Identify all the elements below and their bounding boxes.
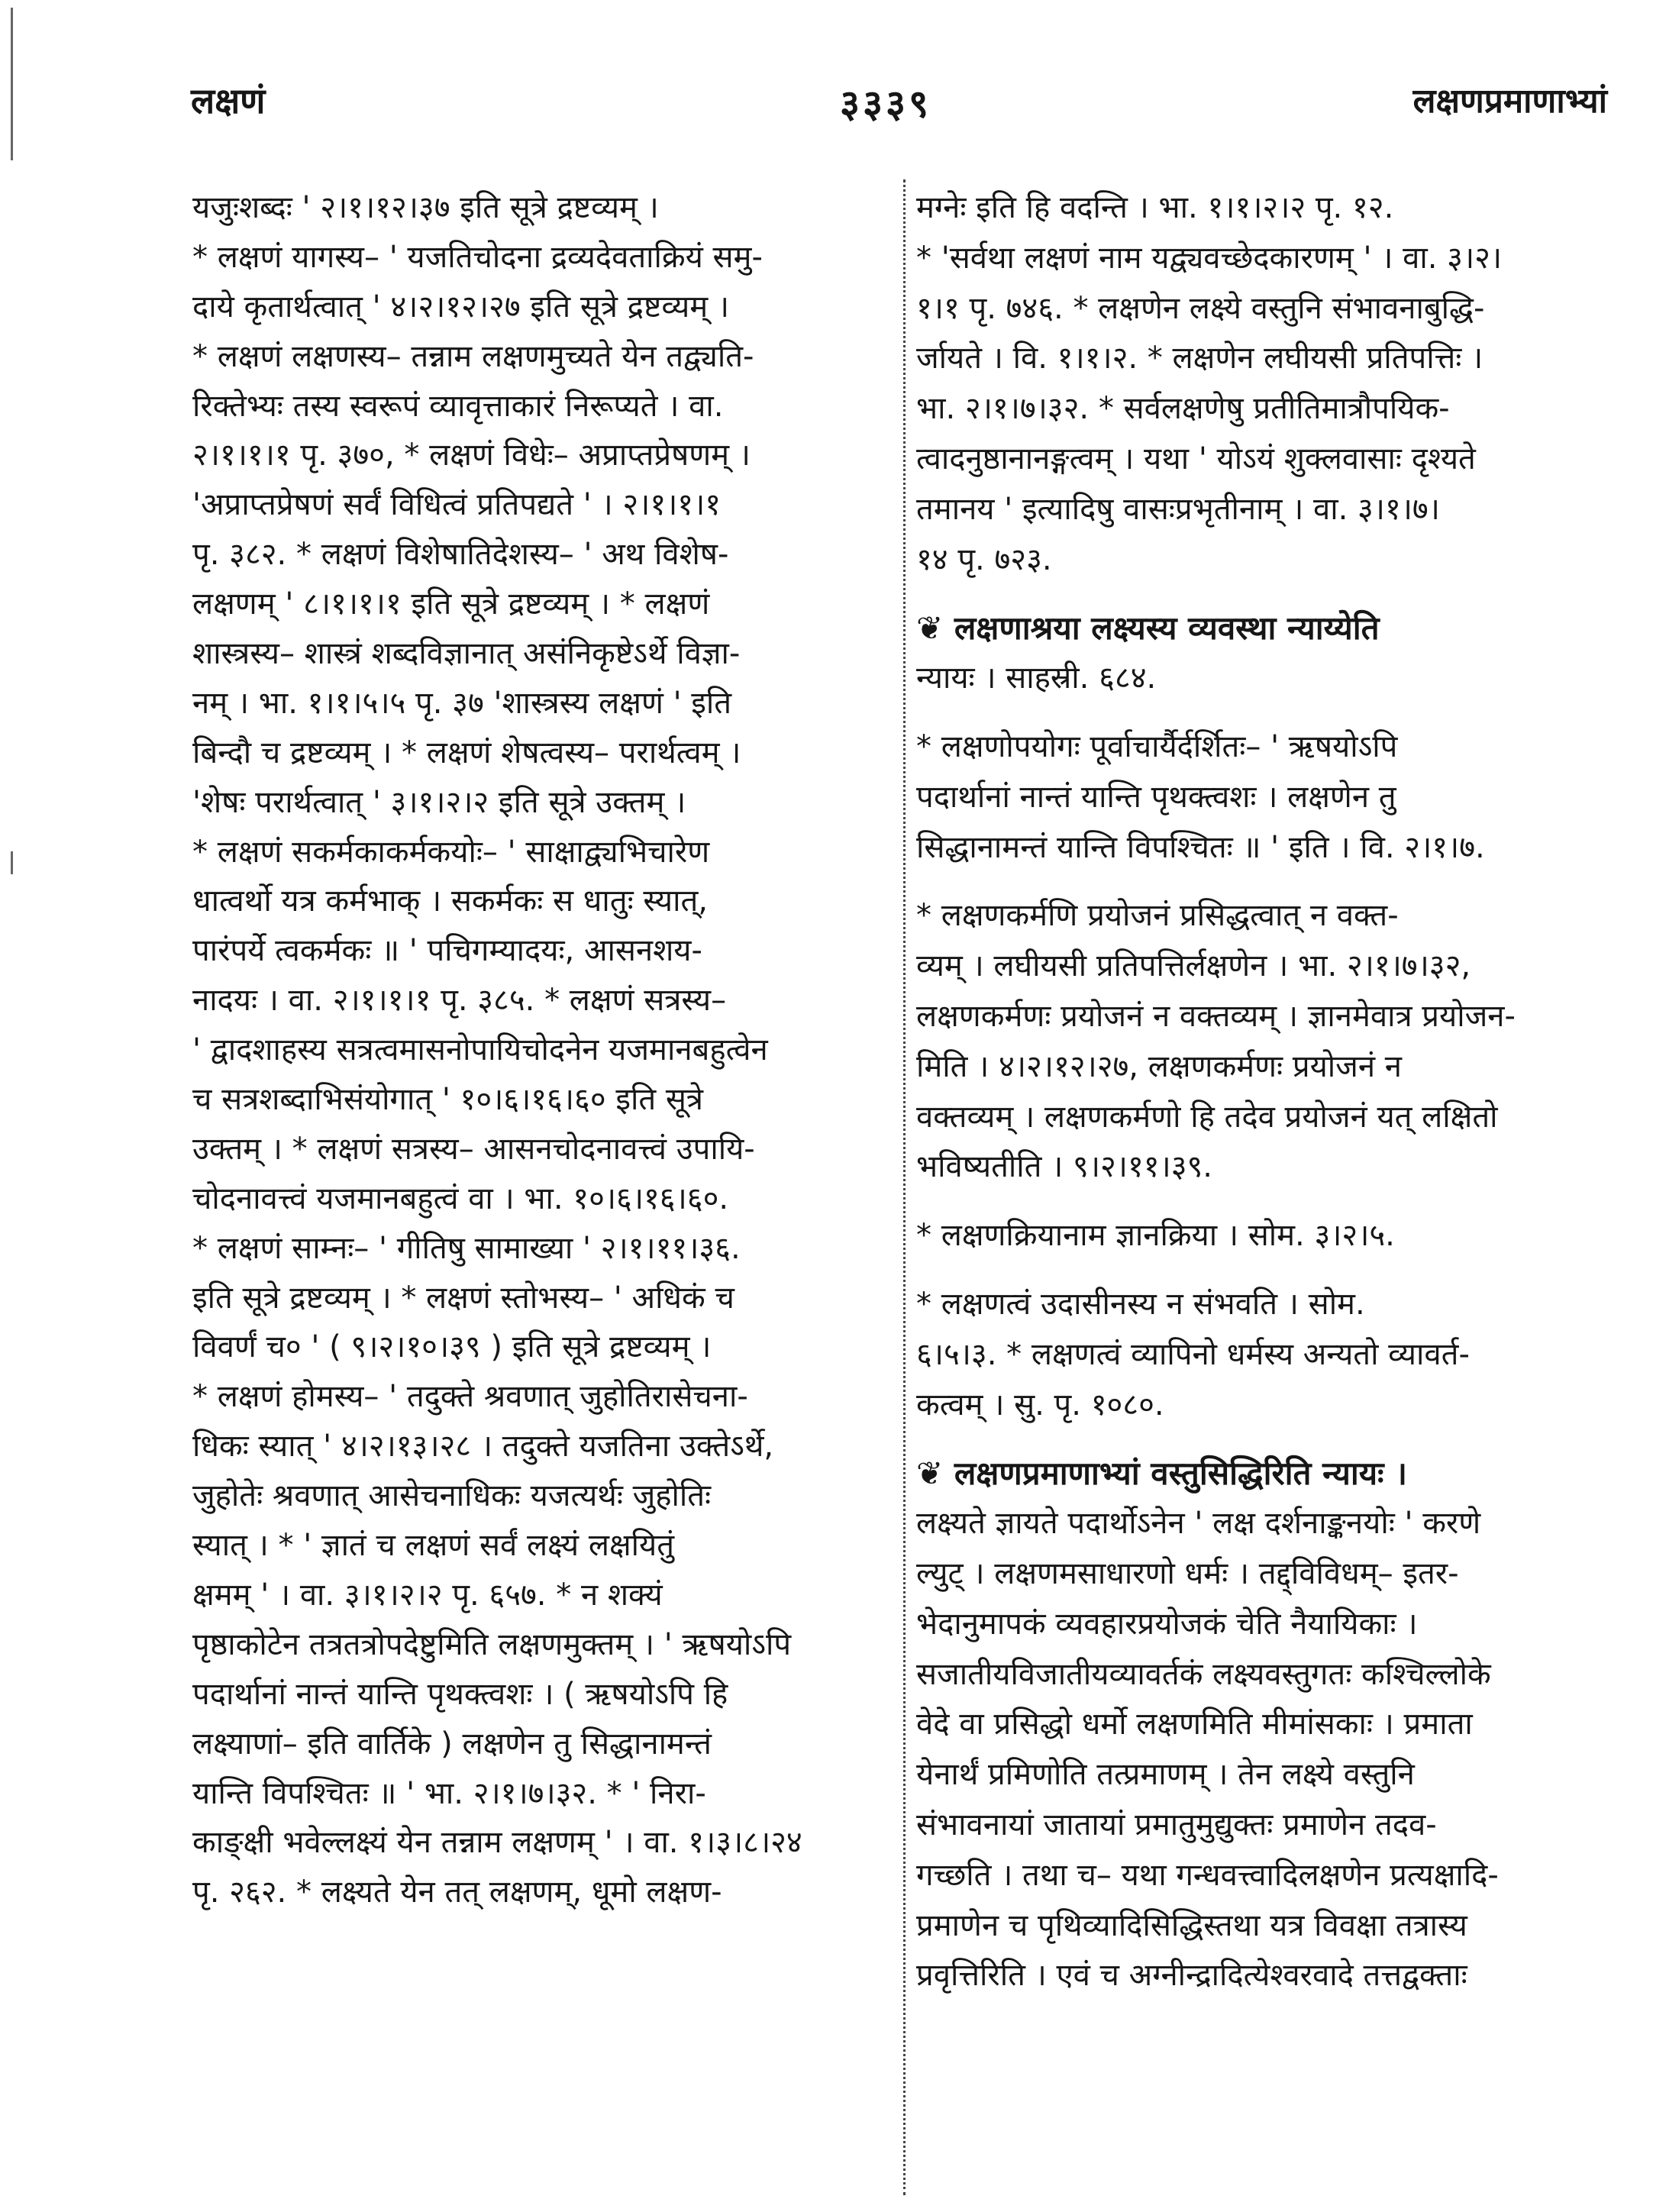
text-line: प्रवृत्तिरिति । एवं च अग्नीन्द्रादित्येश्वरवादे तत्तद्वक्ताः bbox=[916, 1958, 1467, 1994]
text-line: * लक्षणं होमस्य– ' तदुक्ते श्रवणात् जुहोतिरासेचना- bbox=[192, 1379, 748, 1415]
left-column bbox=[192, 183, 893, 1917]
text-line: ❦ लक्षणाश्रया लक्ष्यस्य व्यवस्था न्याय्येति bbox=[916, 609, 1380, 647]
text-line: रिक्तेभ्यः तस्य स्वरूपं व्यावृत्ताकारं निरूप्यते । वा. bbox=[192, 388, 724, 424]
text-line: * लक्षणक्रियानाम ज्ञानक्रिया । सोम. ३।२।५. bbox=[916, 1218, 1395, 1254]
text-line: लक्षणम् ' ८।१।१।१ इति सूत्रे द्रष्टव्यम् । * लक्षणं bbox=[192, 586, 710, 622]
text-line: * लक्षणं सकर्मकाकर्मकयोः– ' साक्षाद्व्यभिचारेण bbox=[192, 834, 710, 870]
text-line: * लक्षणकर्मणि प्रयोजनं प्रसिद्धत्वात् न वक्त- bbox=[916, 898, 1399, 934]
text-line: १।१ पृ. ७४६. * लक्षणेन लक्ष्ये वस्तुनि संभावनाबुद्धि- bbox=[916, 290, 1485, 326]
text-line: शास्त्रस्य– शास्त्रं शब्दविज्ञानात् असंनिकृष्टेऽर्थे विज्ञा- bbox=[192, 636, 741, 672]
text-line: * लक्षणं यागस्य– ' यजतिचोदना द्रव्यदेवताक्रियं समु- bbox=[192, 239, 763, 275]
text-line: यान्ति विपश्चितः ॥ ' भा. २।१।७।३२. * ' निरा- bbox=[192, 1775, 706, 1811]
page-number: ३३३९ bbox=[840, 82, 931, 126]
text-line: यजुःशब्दः ' २।१।१२।३७ इति सूत्रे द्रष्टव्यम् । bbox=[192, 190, 659, 225]
text-line: लक्ष्यते ज्ञायते पदार्थोऽनेन ' लक्ष दर्शनाङ्कनयोः ' करणे bbox=[916, 1506, 1481, 1542]
text-line: पदार्थानां नान्तं यान्ति पृथक्त्वशः । लक्षणेन तु bbox=[916, 779, 1396, 815]
text-line: व्यम् । लघीयसी प्रतिपत्तिर्लक्षणेन । भा. २।१।७।३२, bbox=[916, 948, 1471, 984]
text-line: * लक्षणं लक्षणस्य– तन्नाम लक्षणमुच्यते येन तद्व्यति- bbox=[192, 338, 754, 374]
text-line: पृष्ठाकोटेन तत्रतत्रोपदेष्टुमिति लक्षणमुक्तम् । ' ऋषयोऽपि bbox=[192, 1626, 792, 1662]
text-line: क्षमम् ' । वा. ३।१।२।२ पृ. ६५७. * न शक्यं bbox=[192, 1577, 663, 1613]
text-line: येनार्थं प्रमिणोति तत्प्रमाणम् । तेन लक्ष्ये वस्तुनि bbox=[916, 1757, 1415, 1793]
text-line: उक्तम् । * लक्षणं सत्रस्य– आसनचोदनावत्त्वं उपायि- bbox=[192, 1131, 755, 1167]
paragraph-gap bbox=[916, 873, 1602, 891]
text-line: नादयः । वा. २।१।१।१ पृ. ३८५. * लक्षणं सत्रस्य– bbox=[192, 983, 727, 1019]
text-line: १४ पृ. ७२३. bbox=[916, 541, 1052, 577]
text-line: * लक्षणं साम्नः– ' गीतिषु सामाख्या ' २।१।११।३६. bbox=[192, 1230, 741, 1266]
text-line: पृ. २६२. * लक्ष्यते येन तत् लक्षणम्, धूमो लक्षण- bbox=[192, 1875, 722, 1910]
scan-margin-mark bbox=[11, 851, 13, 874]
text-line: नम् । भा. १।१।५।५ पृ. ३७ 'शास्त्रस्य लक्षणं ' इति bbox=[192, 685, 732, 721]
text-line: त्वादनुष्ठानानङ्गत्वम् । यथा ' योऽयं शुक्लवासाः दृश्यते bbox=[916, 441, 1476, 476]
text-line: * 'सर्वथा लक्षणं नाम यद्व्यवच्छेदकारणम् ' । वा. ३।२। bbox=[916, 240, 1503, 276]
text-line: २।१।१।१ पृ. ३७०, * लक्षणं विधेः– अप्राप्तप्रेषणम् । bbox=[192, 438, 751, 473]
text-line: लक्षणकर्मणः प्रयोजनं न वक्तव्यम् । ज्ञानमेवात्र प्रयोजन- bbox=[916, 998, 1516, 1034]
text-line: ' द्वादशाहस्य सत्रत्वमासनोपायिचोदनेन यजमानबहुत्वेन bbox=[192, 1032, 768, 1068]
text-line: ल्युट् । लक्षणमसाधारणो धर्मः । तद्द्विविधम्– इतर- bbox=[916, 1555, 1459, 1591]
text-line: भेदानुमापकं व्यवहारप्रयोजकं चेति नैयायिकाः । bbox=[916, 1606, 1418, 1642]
text-line: * लक्षणोपयोगः पूर्वाचार्यैर्दर्शितः– ' ऋषयोऽपि bbox=[916, 728, 1398, 764]
paragraph-gap bbox=[916, 704, 1602, 722]
text-line: लक्ष्याणां– इति वार्तिके ) लक्षणेन तु सिद्धानामन्तं bbox=[192, 1726, 712, 1762]
text-line: * लक्षणत्वं उदासीनस्य न संभवति । सोम. bbox=[916, 1286, 1365, 1322]
paragraph-gap bbox=[916, 1261, 1602, 1280]
text-line: र्जायते । वि. १।१।२. * लक्षणेन लघीयसी प्रतिपत्तिः । bbox=[916, 341, 1484, 376]
text-line: स्यात् । * ' ज्ञातं च लक्षणं सर्वं लक्ष्यं लक्षयितुं bbox=[192, 1528, 674, 1564]
text-line: पृ. ३८२. * लक्षणं विशेषातिदेशस्य– ' अथ विशेष- bbox=[192, 537, 729, 573]
header-left-catchword: लक्षणं bbox=[191, 80, 266, 121]
text-line: कत्वम् । सु. पृ. १०८०. bbox=[916, 1387, 1164, 1422]
right-column bbox=[916, 183, 1602, 2001]
text-line: ६।५।३. * लक्षणत्वं व्यापिनो धर्मस्य अन्यतो व्यावर्त- bbox=[916, 1336, 1470, 1372]
text-line: भा. २।१।७।३२. * सर्वलक्षणेषु प्रतीतिमात्रौपयिक- bbox=[916, 391, 1450, 427]
text-line: वक्तव्यम् । लक्षणकर्मणो हि तदेव प्रयोजनं यत् लक्षितो bbox=[916, 1099, 1498, 1135]
header-right-catchword: लक्षणप्रमाणाभ्यां bbox=[1412, 82, 1607, 121]
text-line: तमानय ' इत्यादिषु वासःप्रभृतीनाम् । वा. ३।१।७। bbox=[916, 491, 1440, 527]
text-line: सजातीयविजातीयव्यावर्तकं लक्ष्यवस्तुगतः कश्चिल्लोके bbox=[916, 1656, 1491, 1692]
text-line: संभावनायां जातायां प्रमातुमुद्युक्तः प्रमाणेन तदव- bbox=[916, 1807, 1437, 1842]
text-line: भविष्यतीति । ९।२।११।३९. bbox=[916, 1149, 1213, 1185]
scan-margin-mark bbox=[11, 8, 13, 160]
text-line: 'अप्राप्तप्रेषणं सर्वं विधित्वं प्रतिपद्यते ' । २।१।१।१ bbox=[192, 487, 722, 523]
paragraph-gap bbox=[916, 585, 1602, 603]
text-line: पदार्थानां नान्तं यान्ति पृथक्त्वशः । ( ऋषयोऽपि हि bbox=[192, 1676, 728, 1712]
text-line: चोदनावत्त्वं यजमानबहुत्वं वा । भा. १०।६।१६।६०. bbox=[192, 1180, 729, 1216]
text-line: विवर्णं च० ' ( ९।२।१०।३९ ) इति सूत्रे द्रष्टव्यम् । bbox=[192, 1329, 712, 1365]
text-line: पारंपर्ये त्वकर्मकः ॥ ' पचिगम्यादयः, आसनशय- bbox=[192, 933, 702, 969]
column-divider bbox=[903, 179, 906, 2195]
text-line: ❦ लक्षणप्रमाणाभ्यां वस्तुसिद्धिरिति न्यायः । bbox=[916, 1455, 1408, 1493]
text-line: प्रमाणेन च पृथिव्यादिसिद्धिस्तथा यत्र विवक्षा तत्रास्य bbox=[916, 1907, 1467, 1943]
paragraph-gap bbox=[916, 1430, 1602, 1448]
text-line: दाये कृतार्थत्वात् ' ४।२।१२।२७ इति सूत्रे द्रष्टव्यम् । bbox=[192, 289, 729, 325]
text-line: धात्वर्थो यत्र कर्मभाक् । सकर्मकः स धातुः स्यात्, bbox=[192, 883, 708, 919]
page-header bbox=[191, 76, 1607, 137]
text-line: काङ्क्षी भवेल्लक्ष्यं येन तन्नाम लक्षणम् ' । वा. १।३।८।२४ bbox=[192, 1825, 802, 1861]
paragraph-gap bbox=[916, 1193, 1602, 1211]
text-line: इति सूत्रे द्रष्टव्यम् । * लक्षणं स्तोभस्य– ' अधिकं च bbox=[192, 1280, 734, 1316]
text-line: वेदे वा प्रसिद्धो धर्मो लक्षणमिति मीमांसकाः । प्रमाता bbox=[916, 1707, 1473, 1742]
text-line: धिकः स्यात् ' ४।२।१३।२८ । तदुक्ते यजतिना उक्तेऽर्थे, bbox=[192, 1429, 774, 1464]
text-line: बिन्दौ च द्रष्टव्यम् । * लक्षणं शेषत्वस्य– परार्थत्वम् । bbox=[192, 735, 741, 770]
text-line: गच्छति । तथा च– यथा गन्धवत्त्वादिलक्षणेन प्रत्यक्षादि- bbox=[916, 1857, 1499, 1893]
text-line: मिति । ४।२।१२।२७, लक्षणकर्मणः प्रयोजनं न bbox=[916, 1048, 1402, 1084]
text-line: न्यायः । साहस्री. ६८४. bbox=[916, 660, 1157, 696]
text-line: च सत्रशब्दाभिसंयोगात् ' १०।६।१६।६० इति सूत्रे bbox=[192, 1082, 703, 1118]
text-line: सिद्धानामन्तं यान्ति विपश्चितः ॥ ' इति । वि. २।१।७. bbox=[916, 829, 1485, 865]
text-line: मग्नेः इति हि वदन्ति । भा. १।१।२।२ पृ. १२. bbox=[916, 190, 1394, 225]
text-line: जुहोतेः श्रवणात् आसेचनाधिकः यजत्यर्थः जुहोतिः bbox=[192, 1478, 712, 1514]
text-line: 'शेषः परार्थत्वात् ' ३।१।२।२ इति सूत्रे उक्तम् । bbox=[192, 784, 686, 820]
